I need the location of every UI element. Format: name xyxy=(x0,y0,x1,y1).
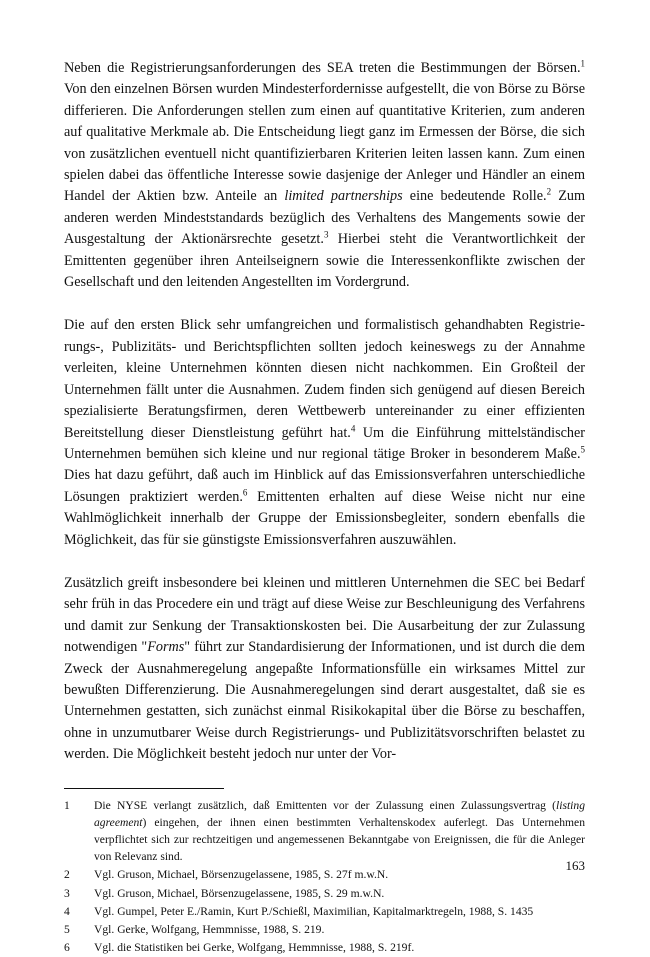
footnote xyxy=(64,797,585,866)
footnote-marker: 4 xyxy=(350,422,356,433)
text-run: Hierbei steht die Verantwortlichkeit der Emittenten gegenüber ihren Anteilseignern sowie die Interessenkonflikte zwischen der Gesellschaft und den leitenden Angestellten im Vordergrund. xyxy=(64,231,586,291)
text-run: Vgl. Gruson, Michael, Börsenzugelassene, 1985, S. 29 m.w.N. xyxy=(94,886,385,900)
footnote xyxy=(64,885,585,902)
text-run: ) eingehen, der ihnen einen bestimmten Verhaltenskodex auferlegt. Das Unternehmen verpflichtet sich zur rechtzeitigen und angemessenen Bekanntgabe von Ereignissen, die für die Anleger von Relevanz sind. xyxy=(94,815,585,864)
text-run: Emittenten erhalten auf diese Weise nicht nur eine Wahlmöglichkeit innerhalb der Gruppe der Emissionsbegleiter, sondern ebenfalls die Möglichkeit, das für sie günstigste Emissionsverfahren auszuwählen. xyxy=(64,488,585,548)
text-run: Zusätzlich greift insbesondere bei kleinen und mittleren Unternehmen die SEC bei Bedarf sehr früh in das Procedere ein und trägt auf diese Weise zur Beschleunigung des Verfahrens und damit zur Senkung der Transaktionskosten bei. Die Ausarbeitung der zur Zulassung notwendigen " xyxy=(64,574,585,656)
footnote xyxy=(64,903,585,920)
footnote-marker: 5 xyxy=(580,444,585,455)
footnote-marker: 6 xyxy=(242,486,248,497)
text-run: Die auf den ersten Blick sehr umfangreichen und formalistisch gehandhabten Registrierungs-, Publizitäts- und Berichtspflichten sollten jedoch keineswegs zu der Annahme verleiten, kleine Unternehmen könnten diesen nicht nachkommen. Ein Großteil der Unternehmen fällt unter die Ausnahmen. Zudem finden sich genügend auf diesen Bereich spezialisierte Beratungsfirmen, deren Wettbewerb untereinander zu einer effizienten Bereitstellung dieser Dienstleistung geführt hat. xyxy=(64,317,585,441)
footnote-number: 4 xyxy=(64,904,70,918)
text-run: Vgl. Gumpel, Peter E./Ramin, Kurt P./Schießl, Maximilian, Kapitalmarktregeln, 1988, S. 1435 xyxy=(94,904,534,918)
footnote-separator xyxy=(64,788,224,789)
footnote xyxy=(64,866,585,883)
text-run: eine bedeutende Rolle. xyxy=(402,188,547,205)
text-run: Vgl. die Statistiken bei Gerke, Wolfgang, Hemmnisse, 1988, S. 219f. xyxy=(94,941,415,955)
footnote-marker: 2 xyxy=(546,186,552,197)
footnote-marker: 3 xyxy=(323,229,329,240)
footnote-number: 6 xyxy=(64,941,70,955)
text-run: Neben die Registrierungsanforderungen des SEA treten die Bestimmungen der Börsen. xyxy=(64,60,581,76)
body-text xyxy=(64,58,585,766)
paragraph xyxy=(64,573,585,766)
text-run: Vgl. Gerke, Wolfgang, Hemmnisse, 1988, S. 219. xyxy=(94,923,325,937)
italic-text: Forms xyxy=(147,639,185,656)
footnote-number: 1 xyxy=(64,798,70,812)
footnote-marker: 1 xyxy=(580,58,585,69)
text-run: " führt zur Standardisierung der Informationen, und ist durch die dem Zweck der Ausnahmeregelung angepaßte Informationsfülle ein wirksames Mittel zur bewußten Differenzierung. Die Ausnahmeregelungen sind derart ausgestaltet, daß sie es Unternehmen gestatten, sich zunächst einmal Risikokapital über die Börse zu beschaffen, ohne in unzumutbarer Weise durch Registrierungs- und Publizitätsvorschriften belastet zu werden. Die Möglichkeit besteht jedoch nur unter der Vor- xyxy=(64,639,585,763)
paragraph xyxy=(64,58,585,293)
page-body xyxy=(64,58,585,957)
text-run: Um die Einführung mittelständischer Unternehmen bemühen sich kleine und nur regional tätige Broker in besonderem Maße. xyxy=(64,424,585,462)
footnote xyxy=(64,921,585,938)
footnote-number: 5 xyxy=(64,923,70,937)
text-run: Vgl. Gruson, Michael, Börsenzugelassene, 1985, S. 27f m.w.N. xyxy=(94,868,389,882)
italic-text: limited partnerships xyxy=(284,188,403,205)
text-run: Zum anderen werden Mindeststandards bezüglich des Verhaltens des Mangements sowie der Ausgestaltung der Aktionärsrechte gesetzt. xyxy=(64,188,586,248)
footnote-number: 3 xyxy=(64,886,70,900)
paragraph xyxy=(64,315,585,550)
text-run: Die NYSE verlangt zusätzlich, daß Emittenten vor der Zulassung einen Zulassungsvertrag ( xyxy=(94,798,556,812)
text-run: Dies hat dazu geführt, daß auch im Hinblick auf das Emissionsverfahren unterschiedliche Lösungen praktiziert werden. xyxy=(64,467,585,505)
footnote-number: 2 xyxy=(64,868,70,882)
page-number: 163 xyxy=(565,858,585,873)
footnotes xyxy=(64,797,585,957)
italic-text: listing agreement xyxy=(94,798,585,829)
text-run: Von den einzelnen Börsen wurden Mindesterfordernisse aufgestellt, die von Börse zu Börse differieren. Die Anforderungen stellen zum einen auf quantitative Kriterien, zum anderen auf qualitative Merkmale ab. Die Entscheidung liegt ganz im Ermessen der Börse, die sich von zusätzlichen eventuell nicht quantifizierbaren Kriterien leiten lassen kann. Zum einen spielen dabei das öffentliche Interesse sowie dasjenige der Anleger und Händler an einem Handel der Aktien bzw. Anteile an xyxy=(64,81,585,205)
footnote xyxy=(64,939,585,956)
